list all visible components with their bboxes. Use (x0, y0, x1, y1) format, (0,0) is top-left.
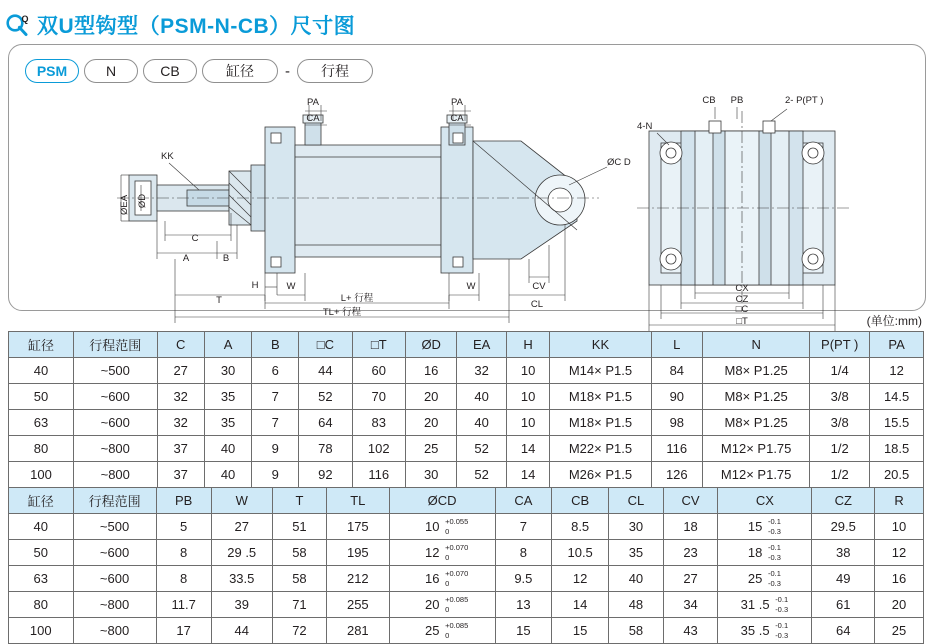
code-part-stroke[interactable]: 行程 (297, 59, 373, 83)
col-h: H (506, 332, 550, 358)
label-cb: CB (702, 95, 716, 106)
code-separator: - (285, 62, 290, 80)
label-l-stroke: L+ 行程 (340, 293, 374, 304)
cell-b: 6 (252, 358, 299, 384)
col-pa: PA (870, 332, 924, 358)
cell-w: 27 (211, 514, 272, 540)
cell-h: 10 (506, 384, 550, 410)
cell-bore: 100 (9, 462, 74, 488)
table-row (9, 358, 924, 384)
cell-cl: 30 (609, 514, 664, 540)
label-ca-left: CA (306, 113, 320, 124)
cell-ea: 52 (457, 436, 506, 462)
cx-upper-tolerance: -0.1 (775, 595, 789, 604)
cell-bore: 50 (9, 540, 74, 566)
cell-b: 7 (252, 384, 299, 410)
cd-lower-tolerance: 0 (445, 604, 450, 614)
cell-r: 16 (875, 566, 924, 592)
cell-tl: 212 (327, 566, 389, 592)
cell-stroke-range: ~500 (74, 358, 157, 384)
cell-stroke-range: ~600 (74, 384, 157, 410)
col-ca: CA (495, 488, 552, 514)
cell-square-t: 116 (352, 462, 405, 488)
col-pb: PB (156, 488, 211, 514)
col-t: T (272, 488, 326, 514)
cx-value: 15 (747, 519, 763, 534)
cell-cx (718, 592, 812, 618)
cell-stroke-range: ~600 (73, 566, 156, 592)
cell-b: 7 (252, 410, 299, 436)
cell-ea: 52 (457, 462, 506, 488)
label-cz: CZ (735, 294, 749, 305)
cell-n: M12× P1.75 (703, 436, 810, 462)
label-square-c: □C (735, 304, 749, 315)
cell-pa: 15.5 (870, 410, 924, 436)
cell-ca: 7 (495, 514, 552, 540)
cd-upper-tolerance: +0.070 (445, 569, 469, 578)
cx-upper-tolerance: -0.1 (767, 569, 781, 578)
cell-tl: 195 (327, 540, 389, 566)
cd-value: 12 (425, 545, 440, 560)
cell-bore: 63 (9, 410, 74, 436)
cell-cb: 14 (552, 592, 609, 618)
cell-a: 40 (204, 462, 251, 488)
cell-h: 10 (506, 410, 550, 436)
cell-cv: 18 (663, 514, 718, 540)
cell-l: 90 (651, 384, 703, 410)
col-cd: ØCD (389, 488, 495, 514)
cell-bore: 50 (9, 384, 74, 410)
cell-cl: 40 (609, 566, 664, 592)
label-cd: ØC D (607, 157, 631, 168)
label-pb: PB (730, 95, 744, 106)
code-part-n[interactable]: N (84, 59, 138, 83)
cx-value: 18 (747, 545, 763, 560)
dimension-table-2 (8, 487, 924, 644)
cell-w: 44 (211, 618, 272, 644)
table-row (9, 462, 924, 488)
cell-ppt: 1/4 (810, 358, 870, 384)
table-header-row (9, 332, 924, 358)
col-square-c: □C (299, 332, 352, 358)
cell-cv: 23 (663, 540, 718, 566)
cell-h: 14 (506, 436, 550, 462)
cell-tl: 175 (327, 514, 389, 540)
cell-bore: 63 (9, 566, 74, 592)
cd-value: 25 (425, 623, 440, 638)
cell-ea: 40 (457, 410, 506, 436)
cd-value: 16 (425, 571, 440, 586)
cd-upper-tolerance: +0.070 (445, 543, 469, 552)
table-row (9, 566, 924, 592)
cell-n: M8× P1.25 (703, 384, 810, 410)
unit-note: (单位:mm) (866, 314, 922, 328)
cell-cz: 61 (812, 592, 875, 618)
cell-cz: 49 (812, 566, 875, 592)
cell-pa: 18.5 (870, 436, 924, 462)
cell-d: 20 (405, 410, 456, 436)
cx-lower-tolerance: -0.3 (767, 526, 781, 536)
table-row (9, 436, 924, 462)
cx-upper-tolerance: -0.1 (767, 517, 781, 526)
cx-lower-tolerance: -0.3 (767, 552, 781, 562)
cell-cb: 12 (552, 566, 609, 592)
logo-icon (4, 12, 30, 38)
cx-lower-tolerance: -0.3 (775, 604, 789, 614)
cd-lower-tolerance: 0 (445, 630, 450, 640)
svg-text:Q: Q (21, 14, 29, 24)
cell-bore: 40 (9, 514, 74, 540)
cell-pb: 17 (156, 618, 211, 644)
cell-c: 37 (157, 436, 204, 462)
label-h: H (251, 280, 259, 291)
cell-square-c: 92 (299, 462, 352, 488)
label-cl: CL (530, 299, 544, 310)
cell-cx (718, 618, 812, 644)
label-t: T (216, 295, 222, 306)
cell-w: 33.5 (211, 566, 272, 592)
label-a: A (182, 253, 190, 264)
label-d: ØD (137, 193, 148, 209)
cell-r: 10 (875, 514, 924, 540)
label-square-t: □T (736, 316, 748, 327)
cell-d: 25 (405, 436, 456, 462)
label-pa-left: PA (307, 97, 319, 108)
col-r: R (875, 488, 924, 514)
cell-ca: 9.5 (495, 566, 552, 592)
cell-n: M8× P1.25 (703, 410, 810, 436)
cell-kk: M22× P1.5 (550, 436, 651, 462)
cell-b: 9 (252, 462, 299, 488)
cell-stroke-range: ~800 (73, 592, 156, 618)
label-ea: ØEA (119, 194, 130, 216)
label-w-right: W (466, 281, 476, 292)
cd-upper-tolerance: +0.055 (445, 517, 469, 526)
cell-square-c: 44 (299, 358, 352, 384)
label-tl-stroke: TL+ 行程 (322, 307, 362, 318)
cell-stroke-range: ~500 (73, 514, 156, 540)
cell-cd (389, 592, 495, 618)
cell-pa: 12 (870, 358, 924, 384)
cd-upper-tolerance: +0.085 (445, 621, 469, 630)
cell-a: 35 (204, 410, 251, 436)
cell-kk: M14× P1.5 (550, 358, 651, 384)
cell-ca: 13 (495, 592, 552, 618)
cell-pb: 8 (156, 540, 211, 566)
cell-square-t: 70 (352, 384, 405, 410)
col-cz: CZ (812, 488, 875, 514)
cell-ca: 15 (495, 618, 552, 644)
table-row (9, 540, 924, 566)
cell-tl: 281 (327, 618, 389, 644)
col-bore: 缸径 (9, 488, 74, 514)
cell-n: M12× P1.75 (703, 462, 810, 488)
cell-c: 27 (157, 358, 204, 384)
label-4n: 4-N (637, 121, 653, 132)
cell-n: M8× P1.25 (703, 358, 810, 384)
code-part-psm[interactable]: PSM (25, 59, 79, 83)
cell-cv: 43 (663, 618, 718, 644)
col-a: A (204, 332, 251, 358)
cell-square-t: 60 (352, 358, 405, 384)
col-ppt: P(PT ) (810, 332, 870, 358)
col-tl: TL (327, 488, 389, 514)
cd-value: 10 (425, 519, 440, 534)
cell-t: 51 (272, 514, 326, 540)
cell-ea: 40 (457, 384, 506, 410)
cell-cb: 15 (552, 618, 609, 644)
cell-t: 58 (272, 566, 326, 592)
cell-cl: 35 (609, 540, 664, 566)
table-row (9, 410, 924, 436)
cell-cz: 38 (812, 540, 875, 566)
label-kk: KK (161, 151, 174, 162)
cell-b: 9 (252, 436, 299, 462)
cell-stroke-range: ~800 (73, 618, 156, 644)
cell-stroke-range: ~600 (73, 540, 156, 566)
cell-cv: 27 (663, 566, 718, 592)
label-ca-right: CA (450, 113, 464, 124)
cell-kk: M26× P1.5 (550, 462, 651, 488)
col-w: W (211, 488, 272, 514)
col-ea: EA (457, 332, 506, 358)
cd-lower-tolerance: 0 (445, 578, 450, 588)
col-cx: CX (718, 488, 812, 514)
cell-ea: 32 (457, 358, 506, 384)
cell-square-t: 102 (352, 436, 405, 462)
cell-c: 32 (157, 410, 204, 436)
cell-cx (718, 514, 812, 540)
cell-ppt: 1/2 (810, 462, 870, 488)
cell-stroke-range: ~600 (74, 410, 157, 436)
cell-cz: 64 (812, 618, 875, 644)
cell-r: 12 (875, 540, 924, 566)
cell-pa: 14.5 (870, 384, 924, 410)
page-header (0, 8, 932, 42)
cell-tl: 255 (327, 592, 389, 618)
col-cl: CL (609, 488, 664, 514)
cd-value: 20 (425, 597, 440, 612)
table-row (9, 514, 924, 540)
cd-upper-tolerance: +0.085 (445, 595, 469, 604)
cell-square-c: 64 (299, 410, 352, 436)
cell-t: 58 (272, 540, 326, 566)
col-stroke-range: 行程范围 (73, 488, 156, 514)
cd-lower-tolerance: 0 (445, 526, 450, 536)
col-square-t: □T (352, 332, 405, 358)
cell-a: 40 (204, 436, 251, 462)
table-row (9, 618, 924, 644)
cell-cx (718, 540, 812, 566)
cell-cd (389, 540, 495, 566)
cell-h: 14 (506, 462, 550, 488)
label-w-left: W (286, 281, 296, 292)
cell-bore: 80 (9, 436, 74, 462)
col-cb: CB (552, 488, 609, 514)
cell-d: 30 (405, 462, 456, 488)
label-cv: CV (532, 281, 546, 292)
cell-c: 37 (157, 462, 204, 488)
cell-cb: 10.5 (552, 540, 609, 566)
cell-pb: 8 (156, 566, 211, 592)
cell-a: 30 (204, 358, 251, 384)
cell-t: 72 (272, 618, 326, 644)
table-header-row (9, 488, 924, 514)
cell-cl: 48 (609, 592, 664, 618)
col-c: C (157, 332, 204, 358)
cell-l: 84 (651, 358, 703, 384)
cell-bore: 100 (9, 618, 74, 644)
code-part-bore[interactable]: 缸径 (202, 59, 278, 83)
label-c: C (191, 233, 199, 244)
cell-d: 16 (405, 358, 456, 384)
dimension-table-1 (8, 331, 924, 488)
table-row (9, 384, 924, 410)
cd-lower-tolerance: 0 (445, 552, 450, 562)
cx-value: 25 (747, 571, 763, 586)
cell-l: 126 (651, 462, 703, 488)
cx-upper-tolerance: -0.1 (775, 621, 789, 630)
page-title: 双U型钩型（PSM-N-CB）尺寸图 (37, 15, 356, 38)
cell-cl: 58 (609, 618, 664, 644)
cell-w: 29 .5 (211, 540, 272, 566)
code-part-cb[interactable]: CB (143, 59, 197, 83)
cell-pa: 20.5 (870, 462, 924, 488)
cell-t: 71 (272, 592, 326, 618)
cell-l: 98 (651, 410, 703, 436)
cx-value: 31 .5 (740, 597, 770, 612)
col-bore: 缸径 (9, 332, 74, 358)
cell-ppt: 3/8 (810, 410, 870, 436)
col-b: B (252, 332, 299, 358)
cx-value: 35 .5 (740, 623, 770, 638)
cx-lower-tolerance: -0.3 (767, 578, 781, 588)
cell-r: 25 (875, 618, 924, 644)
cell-a: 35 (204, 384, 251, 410)
cell-h: 10 (506, 358, 550, 384)
cell-stroke-range: ~800 (74, 462, 157, 488)
cell-kk: M18× P1.5 (550, 410, 651, 436)
col-stroke-range: 行程范围 (74, 332, 157, 358)
col-n: N (703, 332, 810, 358)
cell-cd (389, 566, 495, 592)
cell-r: 20 (875, 592, 924, 618)
cell-bore: 40 (9, 358, 74, 384)
cell-kk: M18× P1.5 (550, 384, 651, 410)
label-b: B (222, 253, 230, 264)
col-d: ØD (405, 332, 456, 358)
cell-pb: 5 (156, 514, 211, 540)
cell-stroke-range: ~800 (74, 436, 157, 462)
cell-cz: 29.5 (812, 514, 875, 540)
label-pa-right: PA (451, 97, 463, 108)
col-kk: KK (550, 332, 651, 358)
cell-ppt: 3/8 (810, 384, 870, 410)
cell-pb: 11.7 (156, 592, 211, 618)
cell-bore: 80 (9, 592, 74, 618)
cell-c: 32 (157, 384, 204, 410)
cell-cv: 34 (663, 592, 718, 618)
cell-square-c: 78 (299, 436, 352, 462)
cell-w: 39 (211, 592, 272, 618)
cell-ppt: 1/2 (810, 436, 870, 462)
cell-square-c: 52 (299, 384, 352, 410)
cell-d: 20 (405, 384, 456, 410)
cell-cx (718, 566, 812, 592)
cell-cd (389, 514, 495, 540)
cell-cb: 8.5 (552, 514, 609, 540)
cell-square-t: 83 (352, 410, 405, 436)
cell-ca: 8 (495, 540, 552, 566)
cell-l: 116 (651, 436, 703, 462)
col-l: L (651, 332, 703, 358)
cx-lower-tolerance: -0.3 (775, 630, 789, 640)
label-2-ppt: 2- P(PT ) (785, 95, 824, 106)
col-cv: CV (663, 488, 718, 514)
cx-upper-tolerance: -0.1 (767, 543, 781, 552)
cell-cd (389, 618, 495, 644)
label-cx: CX (735, 283, 749, 294)
table-row (9, 592, 924, 618)
